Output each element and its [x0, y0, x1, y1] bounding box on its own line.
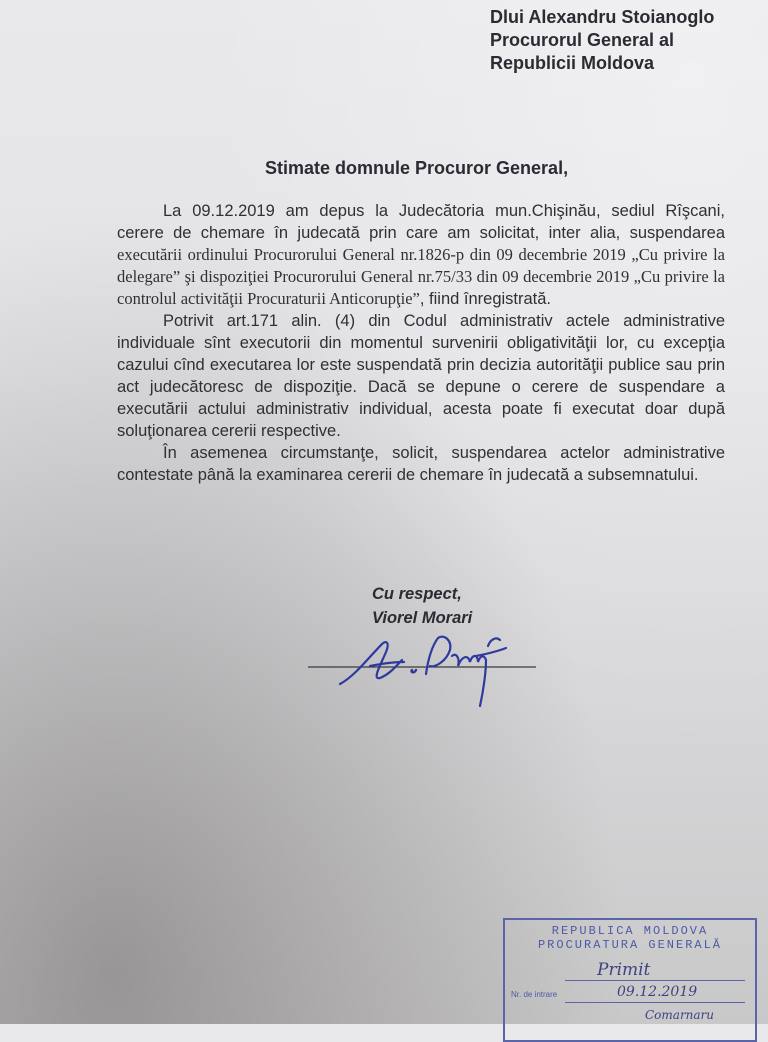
handwritten-signature — [300, 626, 540, 712]
stamp-handwritten-word: Primit — [597, 960, 651, 980]
stamp-rule-2 — [565, 1002, 745, 1003]
stamp-handwritten-date: 09.12.2019 — [617, 984, 698, 1000]
closing-regards: Cu respect, — [372, 585, 462, 603]
paragraph-1 — [117, 200, 725, 310]
addressee-block — [490, 6, 760, 75]
addressee-line-1: Dlui Alexandru Stoianoglo — [490, 7, 715, 27]
stamp-line-2: PROCURATURA GENERALĂ — [537, 938, 723, 952]
paragraph-1-part-3: , fiind înregistrată. — [419, 290, 552, 308]
paragraph-1-part-2: executării ordinului Procurorului General nr.1826-p din 09 decembrie 2019 „Cu privire la delegare” şi dispoziţiei Procurorului General nr.75/33 din 09 decembrie 2019 „Cu privire la controlul activităţii Procuraturii Anticorupţie” — [117, 245, 725, 308]
paragraph-1-part-1: La 09.12.2019 am depus la Judecătoria mun.Chişinău, sediul Rîşcani, cerere de chemare în judecată prin care am solicitat, inter alia, suspendarea — [117, 202, 725, 242]
stamp-rule-1 — [565, 980, 745, 981]
letter-body — [117, 200, 725, 486]
registration-stamp — [503, 918, 757, 1042]
stamp-entry-label: Nr. de intrare — [511, 990, 558, 999]
addressee-line-2: Procurorul General al — [490, 30, 675, 50]
paragraph-2: Potrivit art.171 alin. (4) din Codul administrativ actele administrative individuale sînt executorii din momentul survenirii obligativităţii lor, cu excepţia cazului cînd executarea lor este suspendată prin decizia autorităţii publice sau prin act judecătoresc de dispoziţie. Dacă se depune o cerere de suspendare a executării actului administrativ individual, acesta poate fi executat doar după soluţionarea cererii respective. — [117, 312, 725, 440]
paragraph-3: În asemenea circumstanţe, solicit, suspendarea actelor administrative contestate până la examinarea cererii de chemare în judecată a subsemnatului. — [117, 444, 725, 484]
stamp-handwritten-note: Comarnaru — [645, 1008, 715, 1022]
signer-name: Viorel Morari — [372, 609, 473, 627]
closing-block — [372, 582, 472, 630]
salutation: Stimate domnule Procuror General, — [265, 158, 569, 178]
addressee-line-3: Republicii Moldova — [490, 53, 655, 73]
stamp-line-1: REPUBLICA MOLDOVA — [551, 924, 709, 938]
